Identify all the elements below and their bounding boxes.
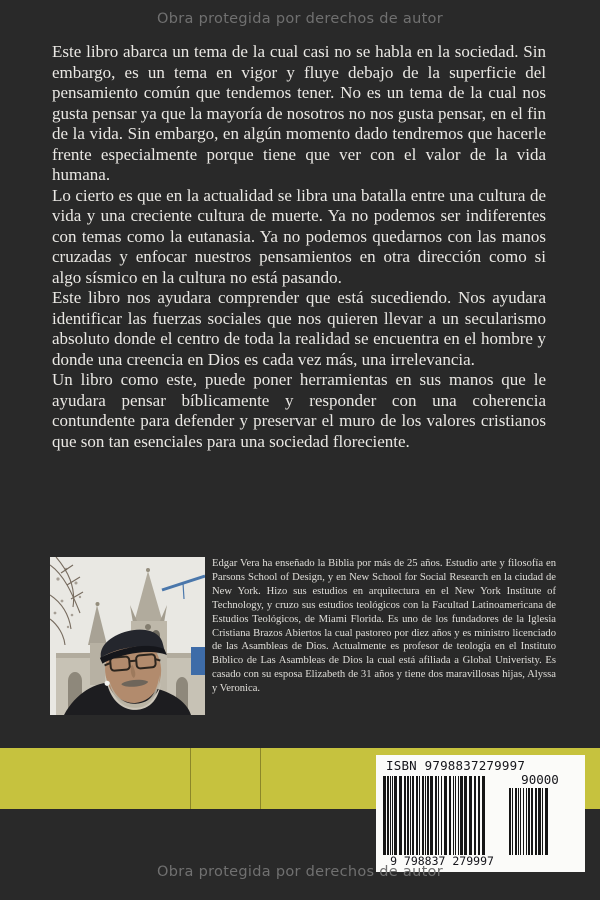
back-cover-description bbox=[52, 42, 546, 452]
turret-finial bbox=[96, 602, 100, 606]
tower-clock bbox=[145, 624, 151, 630]
body-paragraph: Este libro nos ayudara comprender que está sucediendo. Nos ayudara identificar las fuerzas sociales que nos quieren llevar a un secularismo absoluto donde el centro de toda la realidad se encuentra en el hombre y donde una creencia en Dios es cada vez más, una irrelevancia. bbox=[52, 288, 546, 369]
body-paragraph: Este libro abarca un tema de la cual casi no se habla en la sociedad. Sin embargo, es un tema en vigor y fluye debajo de la superficie del pensamiento común que tendemos tener. No es un tema de la cual nos gusta pensar ya que la mayoría de nosotros no nos gusta pensar, en el fin de la vida. Sin embargo, en algún momento dado tendremos que hacerle frente especialmente porque tiene que ver con el valor de la vida humana. bbox=[52, 42, 546, 184]
author-bio-text: Edgar Vera ha enseñado la Biblia por más de 25 años. Estudio arte y filosofía en Parsons School of Design, y en New School for Social Research en la ciudad de New York. Hizo sus estudios en arquitectura en el New York Institute of Technology, y cruzo sus estudios teológicos con la Facultad Latinoamericana de Estudios Teológicos, de Miami Florida. Es uno de los fundadores de la Iglesia Cristiana Brazos Abiertos la cual pastoreo por diez años y es ministro licenciado de las Asambleas de Dios. Actualmente es profesor de teología en el Instituto Bíblico de Las Asambleas de Dios la cual está afiliada a Global Univeristy. Es casado con su esposa Elizabeth de 31 años y tiene dos maravillosas hijas, Alyssa y Veronica. bbox=[212, 558, 556, 695]
cover-fold-line bbox=[190, 748, 191, 809]
cover-fold-line bbox=[260, 748, 261, 809]
isbn-label: ISBN 9798837279997 bbox=[386, 758, 526, 773]
author-photo-image bbox=[50, 557, 205, 715]
barcode-addon-label: 90000 bbox=[521, 772, 559, 787]
isbn-barcode-box bbox=[376, 755, 585, 872]
author-section bbox=[50, 557, 556, 715]
body-paragraph: Un libro como este, puede poner herramientas en sus manos que le ayudara pensar bíblicamente y responder con una coherencia contundente para defender y preservar el muro de los valores cristianos que son tan esenciales para una sociedad floreciente. bbox=[52, 370, 546, 451]
copyright-banner-bottom: Obra protegida por derechos de autor bbox=[157, 864, 443, 880]
ean-barcode-bars bbox=[383, 776, 497, 855]
copyright-banner-top: Obra protegida por derechos de autor bbox=[157, 11, 443, 27]
barcode-digits: 9 798837 279997 bbox=[390, 854, 494, 868]
tower-finial bbox=[146, 568, 150, 572]
body-paragraph: Lo cierto es que en la actualidad se libra una batalla entre una cultura de vida y una creciente cultura de muerte. Ya no podemos ser indiferentes con temas como la eutanasia. Ya no podemos quedarnos con las manos cruzadas y enfocar nuestros pensamientos en otra dirección como si algo sísmico en la cultura no está pasando. bbox=[52, 185, 546, 287]
barcode-addon-bars bbox=[509, 788, 571, 855]
blue-lift bbox=[191, 647, 205, 675]
